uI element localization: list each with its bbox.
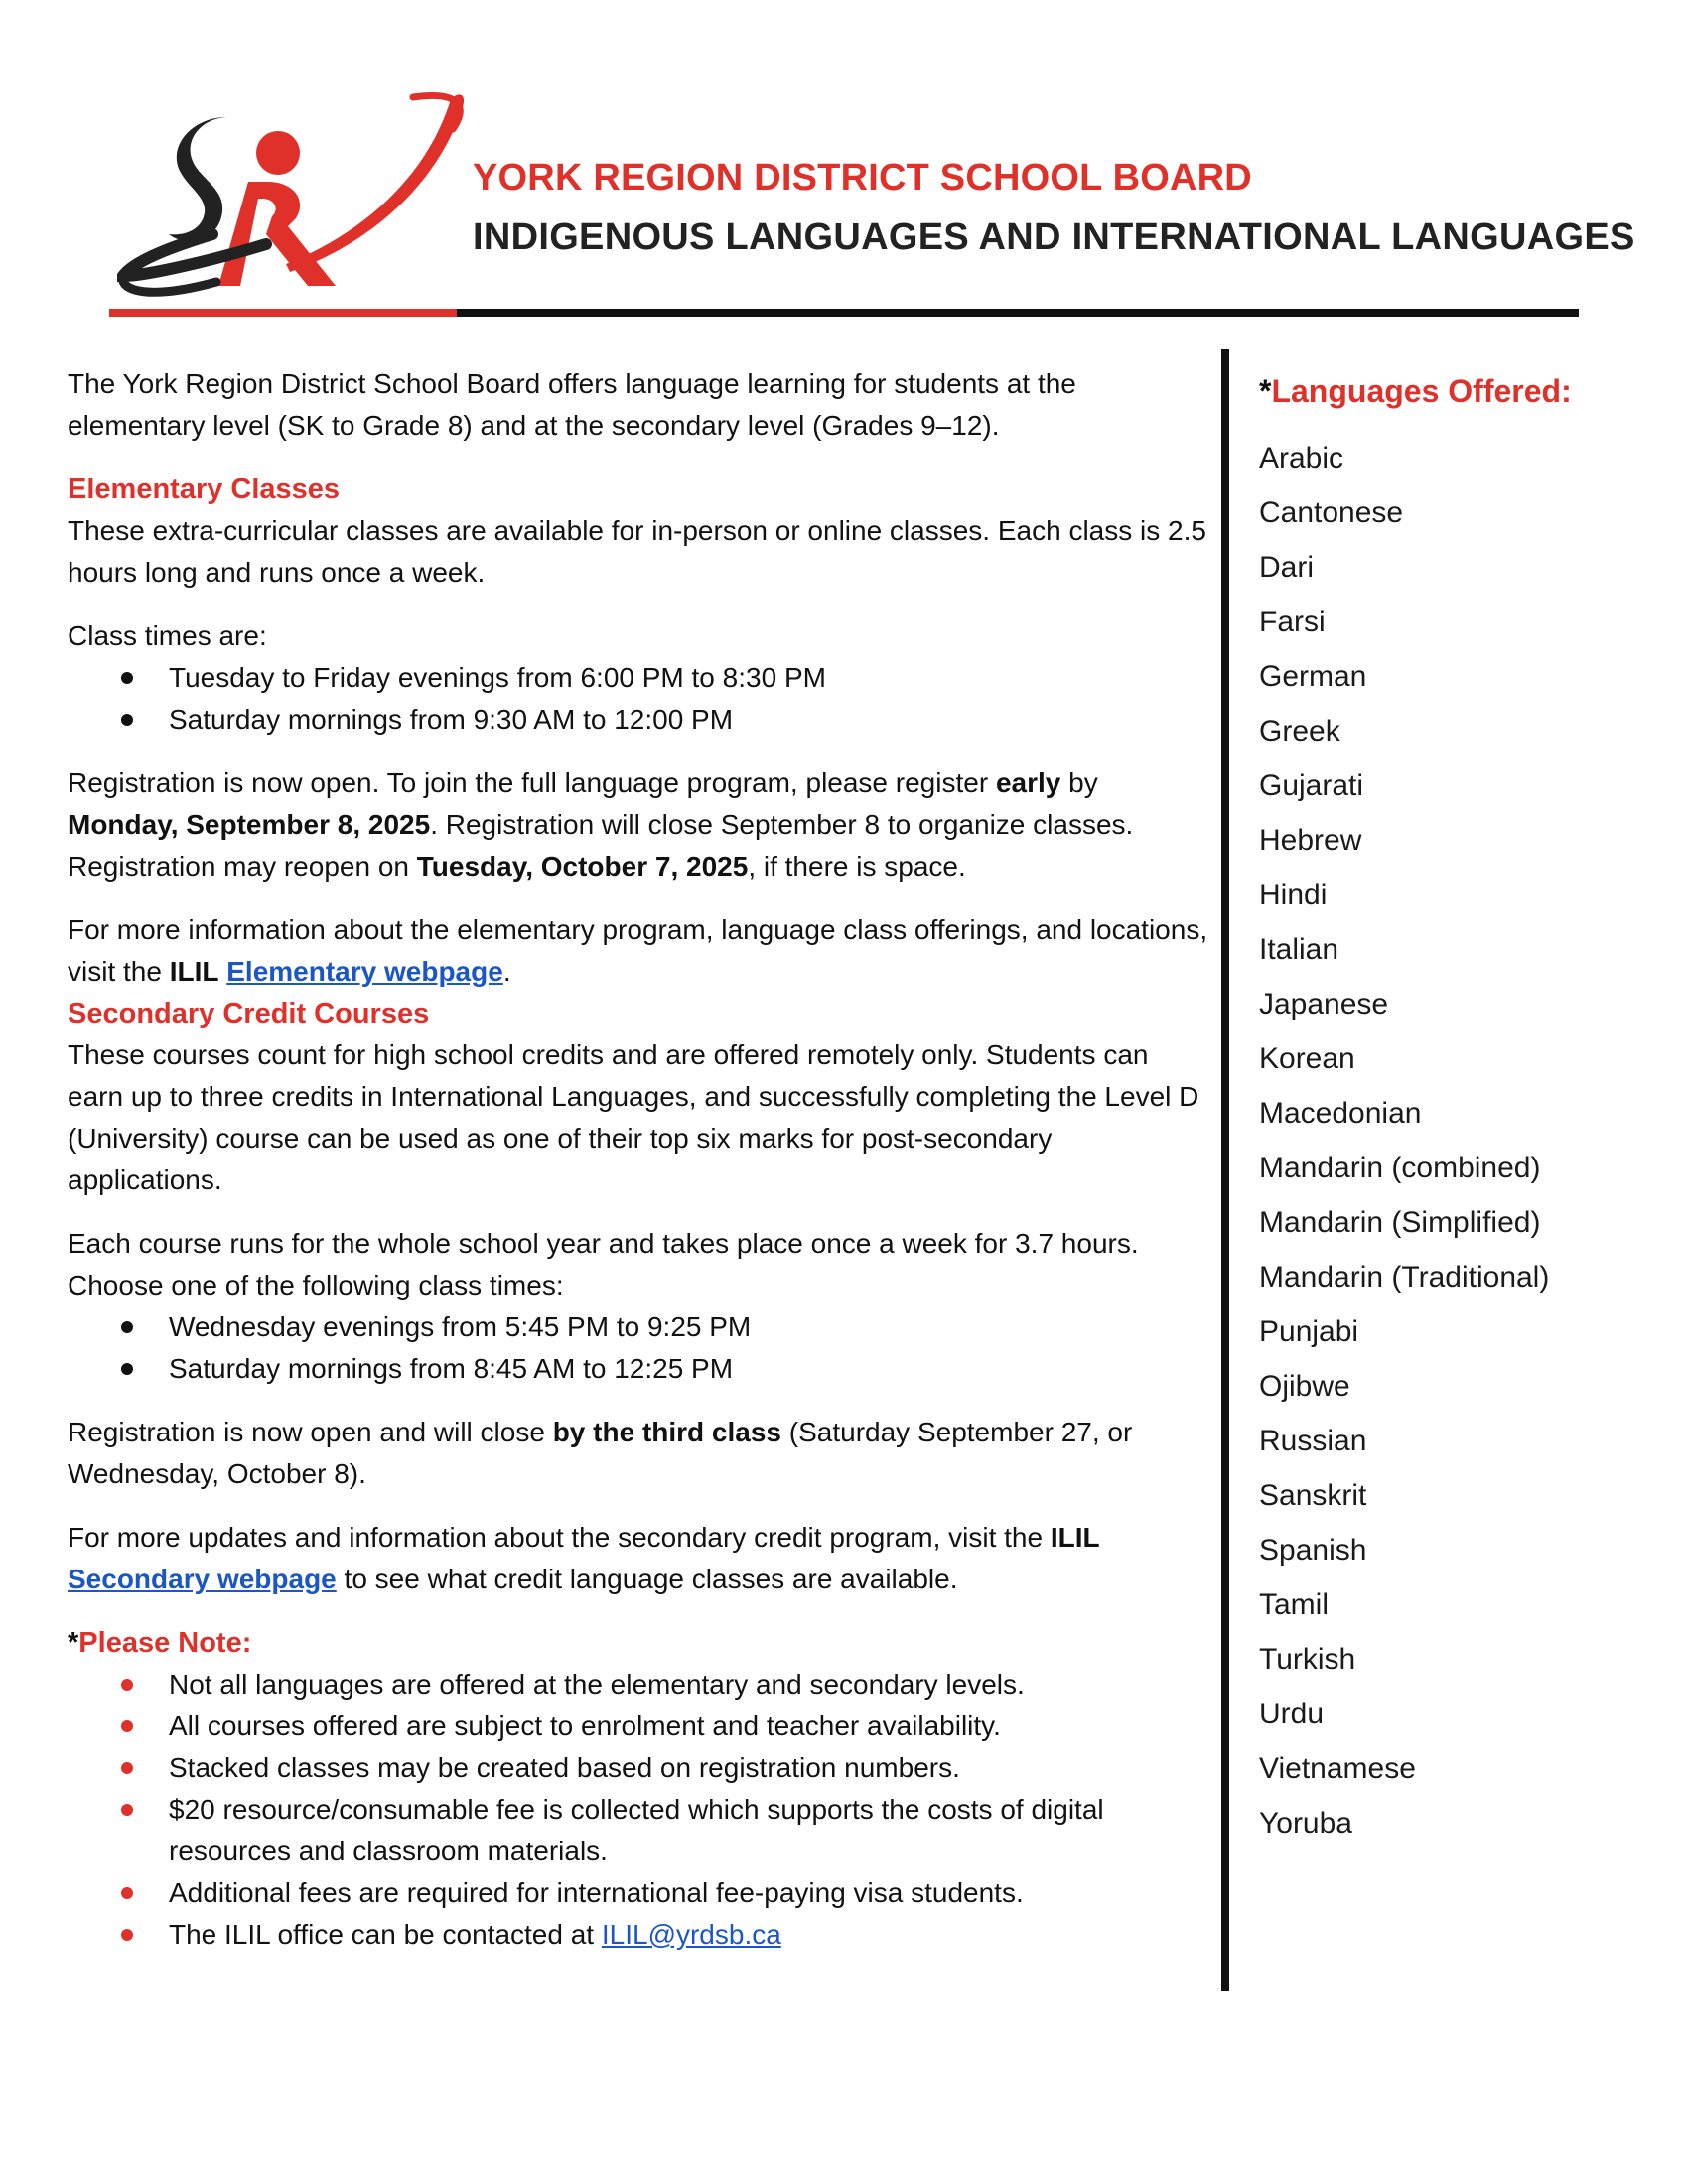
language-item: Mandarin (combined) bbox=[1259, 1152, 1541, 1184]
list-item bbox=[68, 1706, 1209, 1747]
contact-text: The ILIL office can be contacted at bbox=[169, 1919, 602, 1950]
language-item: Hebrew bbox=[1259, 824, 1362, 857]
list-item-text: $20 resource/consumable fee is collected which supports the costs of digital resources and classroom materials. bbox=[169, 1794, 1104, 1866]
bullet-icon bbox=[121, 672, 133, 684]
bullet-icon bbox=[121, 1679, 133, 1691]
language-item: Tamil bbox=[1259, 1588, 1330, 1621]
text-span: For more updates and information about the secondary credit program, visit the bbox=[68, 1522, 1051, 1553]
secondary-description: These courses count for high school credits and are offered remotely only. Students can earn up to three credits in International Languages, and successfully completing the Level D (University) course can be used as one of their top six marks for post-secondary applications. bbox=[68, 1039, 1199, 1195]
list-item bbox=[68, 1789, 1209, 1872]
header-rule-black bbox=[457, 309, 1579, 317]
list-item bbox=[68, 1306, 1209, 1348]
elementary-times-list bbox=[68, 657, 1209, 741]
language-item: Italian bbox=[1259, 933, 1339, 966]
text-span: to see what credit language classes are available. bbox=[336, 1564, 958, 1594]
language-item: Vietnamese bbox=[1259, 1752, 1416, 1785]
please-note-text: Please Note: bbox=[78, 1627, 252, 1659]
text-span: . Registration will close September 8 to organize classes. Registration may reopen on bbox=[68, 809, 1134, 882]
secondary-runs: Each course runs for the whole school year and takes place once a week for 3.7 hours. Choose one of the following class times: bbox=[68, 1228, 1139, 1300]
language-item: Korean bbox=[1259, 1042, 1355, 1075]
elementary-registration bbox=[68, 762, 1209, 887]
org-name: YORK REGION DISTRICT SCHOOL BOARD bbox=[473, 157, 1252, 199]
list-item bbox=[68, 657, 1209, 699]
text-span: . bbox=[502, 956, 511, 987]
language-item: Punjabi bbox=[1259, 1315, 1359, 1348]
elementary-times-label: Class times are: bbox=[68, 620, 267, 651]
list-item-text: Tuesday to Friday evenings from 6:00 PM to 8:30 PM bbox=[169, 662, 826, 693]
elementary-description: These extra-curricular classes are available for in-person or online classes. Each class is 2.5 hours long and runs once a week. bbox=[68, 515, 1206, 588]
languages-sidebar bbox=[1259, 363, 1676, 1850]
text-span: , if there is space. bbox=[748, 851, 966, 882]
list-item bbox=[68, 1747, 1209, 1789]
language-item: Mandarin (Simplified) bbox=[1259, 1206, 1541, 1239]
list-item bbox=[68, 1872, 1209, 1914]
bullet-icon bbox=[121, 1762, 133, 1774]
language-item: Yoruba bbox=[1259, 1807, 1352, 1840]
text-span: Registration is now open. To join the full language program, please register bbox=[68, 767, 996, 798]
secondary-times-list bbox=[68, 1306, 1209, 1390]
language-item: Gujarati bbox=[1259, 769, 1364, 802]
language-item: Greek bbox=[1259, 715, 1340, 748]
secondary-registration bbox=[68, 1412, 1209, 1495]
language-item: Dari bbox=[1259, 551, 1315, 584]
bold-early: early bbox=[995, 767, 1061, 798]
please-note-heading bbox=[68, 1622, 1209, 1664]
list-item bbox=[68, 1914, 1209, 1956]
elementary-webpage-link[interactable]: Elementary webpage bbox=[226, 956, 503, 987]
bullet-icon bbox=[121, 1929, 133, 1941]
list-item-text: All courses offered are subject to enrolment and teacher availability. bbox=[169, 1710, 1001, 1741]
secondary-more-info bbox=[68, 1517, 1209, 1600]
language-item: Mandarin (Traditional) bbox=[1259, 1261, 1550, 1294]
language-item: Cantonese bbox=[1259, 496, 1404, 529]
text-span: (Saturday September 27, or Wednesday, October 8). bbox=[68, 1417, 1133, 1489]
yrdsb-logo-icon bbox=[117, 87, 475, 306]
secondary-webpage-link[interactable]: Secondary webpage bbox=[68, 1564, 337, 1594]
language-item: Macedonian bbox=[1259, 1097, 1422, 1130]
bullet-icon bbox=[121, 1804, 133, 1816]
list-item bbox=[68, 1348, 1209, 1390]
elementary-more-info bbox=[68, 909, 1209, 993]
header-rule-red bbox=[109, 309, 457, 317]
ilil-email-link[interactable]: ILIL@yrdsb.ca bbox=[601, 1919, 781, 1950]
languages-list bbox=[1259, 431, 1676, 1850]
asterisk: * bbox=[1259, 373, 1272, 409]
text-span: For more information about the elementary program, language class offerings, and locations, visit the bbox=[68, 914, 1208, 987]
language-item: Urdu bbox=[1259, 1698, 1325, 1730]
language-item: Russian bbox=[1259, 1425, 1367, 1457]
text-span: by bbox=[1060, 767, 1098, 798]
list-item-text: Not all languages are offered at the elementary and secondary levels. bbox=[169, 1669, 1025, 1700]
elementary-heading: Elementary Classes bbox=[68, 474, 341, 505]
intro-paragraph: The York Region District School Board offers language learning for students at the elementary level (SK to Grade 8) and at the secondary level (Grades 9–12). bbox=[68, 368, 1076, 441]
language-item: Ojibwe bbox=[1259, 1370, 1350, 1403]
column-divider bbox=[1221, 349, 1229, 1991]
secondary-heading: Secondary Credit Courses bbox=[68, 998, 430, 1029]
asterisk: * bbox=[68, 1627, 79, 1659]
bold-deadline-date: Monday, September 8, 2025 bbox=[68, 809, 431, 840]
bullet-icon bbox=[121, 1887, 133, 1899]
language-item: Hindi bbox=[1259, 879, 1328, 911]
bold-reopen-date: Tuesday, October 7, 2025 bbox=[416, 851, 749, 882]
list-item bbox=[68, 699, 1209, 741]
org-subtitle: INDIGENOUS LANGUAGES AND INTERNATIONAL LANGUAGES bbox=[473, 216, 1635, 258]
languages-heading bbox=[1259, 363, 1676, 419]
main-column bbox=[68, 363, 1209, 1956]
language-item: Sanskrit bbox=[1259, 1479, 1367, 1512]
list-item-text: Stacked classes may be created based on registration numbers. bbox=[169, 1752, 960, 1783]
languages-heading-text: Languages Offered: bbox=[1271, 373, 1572, 409]
bullet-icon bbox=[121, 1321, 133, 1333]
notes-list bbox=[68, 1664, 1209, 1956]
language-item: Turkish bbox=[1259, 1643, 1356, 1676]
bullet-icon bbox=[121, 714, 133, 726]
list-item bbox=[68, 1664, 1209, 1706]
language-item: Arabic bbox=[1259, 442, 1344, 475]
language-item: Spanish bbox=[1259, 1534, 1367, 1567]
list-item-text: Saturday mornings from 8:45 AM to 12:25 PM bbox=[169, 1353, 734, 1384]
text-span: Registration is now open and will close bbox=[68, 1417, 553, 1447]
list-item-text: Additional fees are required for international fee-paying visa students. bbox=[169, 1877, 1024, 1908]
language-item: Farsi bbox=[1259, 606, 1326, 638]
page-header bbox=[0, 0, 1688, 328]
list-item-text: Saturday mornings from 9:30 AM to 12:00 PM bbox=[169, 704, 734, 735]
list-item-text: Wednesday evenings from 5:45 PM to 9:25 PM bbox=[169, 1311, 752, 1342]
language-item: German bbox=[1259, 660, 1367, 693]
bold-third-class: by the third class bbox=[552, 1417, 781, 1447]
bold-ilil: ILIL bbox=[169, 956, 219, 987]
bold-ilil: ILIL bbox=[1050, 1522, 1100, 1553]
bullet-icon bbox=[121, 1720, 133, 1732]
language-item: Japanese bbox=[1259, 988, 1389, 1021]
bullet-icon bbox=[121, 1363, 133, 1375]
